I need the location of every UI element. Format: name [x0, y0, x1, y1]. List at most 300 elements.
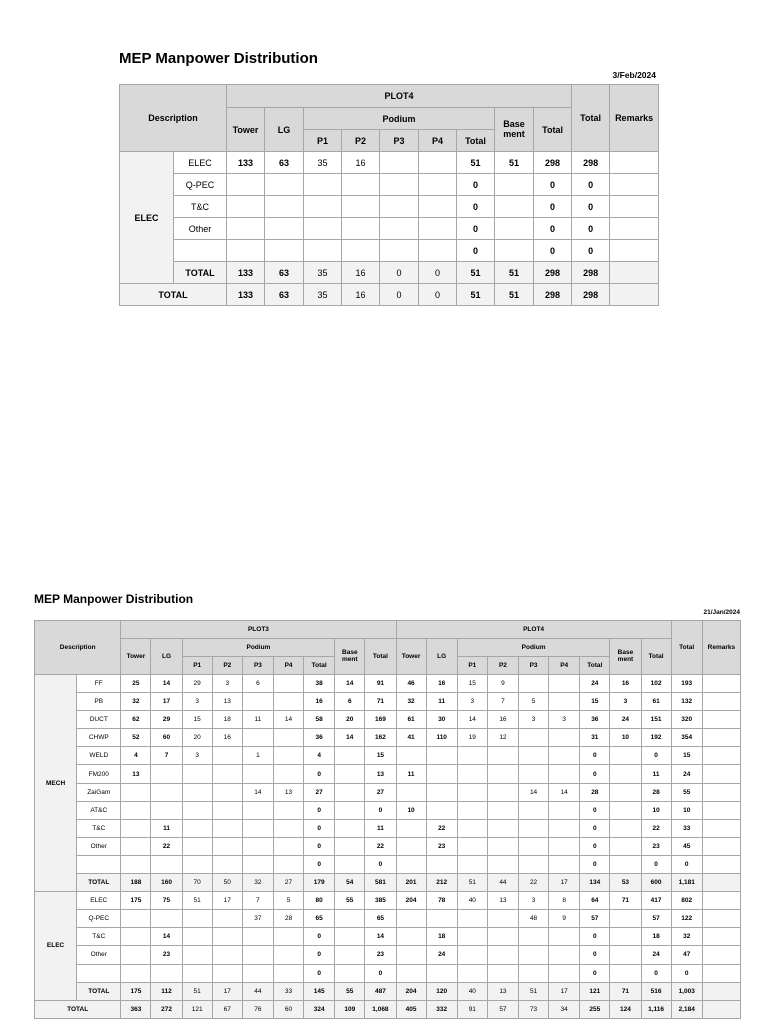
table-cell — [396, 837, 426, 855]
row-label: T&C — [77, 928, 121, 946]
table-cell: 11 — [151, 819, 182, 837]
plot3-header: PLOT3 — [121, 621, 396, 639]
table-cell — [610, 801, 641, 819]
report1-table — [119, 84, 659, 306]
table-cell — [265, 174, 304, 196]
row-label: Other — [77, 837, 121, 855]
table-cell — [549, 729, 580, 747]
table-cell — [457, 747, 487, 765]
table-cell: 1,068 — [365, 1000, 396, 1018]
table-cell: 41 — [396, 729, 426, 747]
row-label: DUCT — [77, 711, 121, 729]
table-cell: 0 — [580, 819, 610, 837]
table-cell: 192 — [641, 729, 671, 747]
table-cell: 24 — [426, 946, 457, 964]
table-cell — [549, 765, 580, 783]
table-cell: 80 — [304, 892, 335, 910]
table-cell: 132 — [671, 693, 702, 711]
table-cell — [273, 946, 303, 964]
table-cell — [702, 819, 740, 837]
table-cell — [519, 855, 549, 873]
table-cell — [342, 218, 380, 240]
table-cell — [121, 928, 151, 946]
table-cell: 8 — [549, 892, 580, 910]
plot3-p3-header: P3 — [242, 657, 273, 675]
table-cell: 162 — [365, 729, 396, 747]
table-cell: 14 — [242, 783, 273, 801]
table-cell — [426, 855, 457, 873]
table-cell: 44 — [242, 982, 273, 1000]
table-cell: 51 — [457, 284, 495, 306]
table-cell: 4 — [304, 747, 335, 765]
table-cell: 10 — [641, 801, 671, 819]
table-cell: 27 — [304, 783, 335, 801]
table-cell: 3 — [519, 892, 549, 910]
table-cell: 11 — [396, 765, 426, 783]
row-label: CHWP — [77, 729, 121, 747]
table-cell: 32 — [671, 928, 702, 946]
table-cell — [419, 240, 457, 262]
table-cell — [702, 801, 740, 819]
table-cell: 51 — [457, 152, 495, 174]
table-cell: 298 — [572, 152, 610, 174]
table-cell — [457, 946, 487, 964]
table-cell — [121, 910, 151, 928]
table-cell: 1 — [242, 747, 273, 765]
table-cell — [426, 783, 457, 801]
table-cell — [304, 174, 342, 196]
row-label: ZaiGam — [77, 783, 121, 801]
table-cell: 0 — [457, 174, 495, 196]
table-cell: 28 — [273, 910, 303, 928]
table-cell: 3 — [212, 675, 242, 693]
table-cell: 0 — [304, 765, 335, 783]
table-cell: 52 — [121, 729, 151, 747]
plot3-basement-header: Base ment — [335, 639, 365, 675]
table-cell: 188 — [121, 874, 151, 892]
table-cell — [335, 801, 365, 819]
table-cell: 27 — [273, 874, 303, 892]
table-cell — [212, 783, 242, 801]
table-cell — [227, 240, 265, 262]
table-row — [35, 783, 741, 801]
table-cell: 31 — [580, 729, 610, 747]
table-cell — [610, 240, 659, 262]
table-cell: 20 — [335, 711, 365, 729]
table-cell — [487, 783, 518, 801]
table-cell — [519, 729, 549, 747]
table-cell — [457, 837, 487, 855]
table-row — [35, 819, 741, 837]
table-cell — [273, 801, 303, 819]
table-cell: 204 — [396, 982, 426, 1000]
plot4-p2-header: P2 — [487, 657, 518, 675]
table-cell: 53 — [610, 874, 641, 892]
table-cell: 255 — [580, 1000, 610, 1018]
table-row — [120, 218, 659, 240]
plot3-p4-header: P4 — [273, 657, 303, 675]
table-cell — [242, 819, 273, 837]
table-cell — [610, 819, 641, 837]
table-cell: 13 — [487, 892, 518, 910]
table-cell: 78 — [426, 892, 457, 910]
table-cell: 14 — [335, 675, 365, 693]
table-cell — [702, 711, 740, 729]
table-cell — [227, 218, 265, 240]
table-cell — [396, 819, 426, 837]
table-cell — [487, 964, 518, 982]
table-cell: 332 — [426, 1000, 457, 1018]
table-cell: 17 — [151, 693, 182, 711]
table-cell — [342, 174, 380, 196]
table-cell: 14 — [457, 711, 487, 729]
table-cell: 0 — [534, 240, 572, 262]
table-cell — [702, 964, 740, 982]
table-cell — [212, 747, 242, 765]
report2-title: MEP Manpower Distribution — [34, 592, 194, 606]
table-cell — [121, 946, 151, 964]
remarks-header: Remarks — [610, 85, 659, 152]
table-cell: 0 — [304, 928, 335, 946]
table-cell: 0 — [580, 765, 610, 783]
plot4-tower-header: Tower — [396, 639, 426, 675]
table-cell — [549, 747, 580, 765]
table-cell — [342, 240, 380, 262]
group-total-row — [35, 874, 741, 892]
table-cell — [610, 747, 641, 765]
table-cell: 23 — [641, 837, 671, 855]
table-cell — [610, 152, 659, 174]
table-cell — [242, 693, 273, 711]
table-row — [120, 240, 659, 262]
table-cell — [702, 874, 740, 892]
table-cell — [304, 196, 342, 218]
table-cell — [396, 928, 426, 946]
table-cell: 0 — [365, 964, 396, 982]
table-cell: 13 — [121, 765, 151, 783]
row-label: AT&C — [77, 801, 121, 819]
table-cell: 63 — [265, 284, 304, 306]
group-label: MECH — [35, 675, 77, 892]
table-cell: 3 — [182, 693, 212, 711]
table-cell — [396, 747, 426, 765]
table-cell: 0 — [641, 747, 671, 765]
table-cell — [549, 855, 580, 873]
group-label: ELEC — [120, 152, 174, 284]
table-cell — [426, 765, 457, 783]
grand-total-label: TOTAL — [120, 284, 227, 306]
table-cell: 0 — [572, 218, 610, 240]
table-cell: 18 — [426, 928, 457, 946]
table-cell — [702, 765, 740, 783]
plot3-podium-header: Podium — [182, 639, 335, 657]
table-cell: 109 — [335, 1000, 365, 1018]
table-cell — [610, 928, 641, 946]
table-cell: 0 — [380, 262, 419, 284]
table-cell: 55 — [335, 982, 365, 1000]
table-cell: 18 — [641, 928, 671, 946]
table-cell — [702, 928, 740, 946]
table-cell — [151, 801, 182, 819]
group-total-row — [35, 982, 741, 1000]
table-cell — [610, 765, 641, 783]
table-cell: 30 — [426, 711, 457, 729]
p1-header: P1 — [304, 130, 342, 152]
table-cell: 193 — [671, 675, 702, 693]
table-row — [35, 855, 741, 873]
tower-header: Tower — [227, 108, 265, 152]
table-cell — [426, 801, 457, 819]
table-cell: 0 — [457, 240, 495, 262]
table-cell — [549, 928, 580, 946]
table-cell: 46 — [396, 675, 426, 693]
table-cell: 27 — [365, 783, 396, 801]
table-cell: 175 — [121, 892, 151, 910]
table-cell: 19 — [457, 729, 487, 747]
table-cell: 0 — [419, 262, 457, 284]
table-cell: 10 — [671, 801, 702, 819]
table-cell — [610, 218, 659, 240]
table-cell: 133 — [227, 152, 265, 174]
table-cell — [335, 855, 365, 873]
plot4-header: PLOT4 — [396, 621, 671, 639]
table-cell: 298 — [572, 262, 610, 284]
table-cell: 14 — [519, 783, 549, 801]
p3-header: P3 — [380, 130, 419, 152]
table-cell — [212, 837, 242, 855]
table-cell: 0 — [304, 819, 335, 837]
table-cell — [335, 819, 365, 837]
table-cell: 12 — [487, 729, 518, 747]
row-label: WELD — [77, 747, 121, 765]
table-cell: 40 — [457, 982, 487, 1000]
table-cell: 0 — [572, 196, 610, 218]
plot4-lg-header: LG — [426, 639, 457, 675]
table-cell: 51 — [457, 874, 487, 892]
table-cell: 51 — [495, 152, 534, 174]
table-cell — [273, 819, 303, 837]
table-cell — [702, 910, 740, 928]
grand-total-header: Total — [572, 85, 610, 152]
table-cell — [519, 946, 549, 964]
table-cell — [457, 964, 487, 982]
table-cell — [610, 284, 659, 306]
grand-total-row — [120, 284, 659, 306]
table-cell: 75 — [151, 892, 182, 910]
plot3-total-header: Total — [365, 639, 396, 675]
table-cell: 76 — [242, 1000, 273, 1018]
table-cell — [242, 801, 273, 819]
table-cell: 45 — [671, 837, 702, 855]
table-cell — [273, 747, 303, 765]
table-cell — [335, 964, 365, 982]
table-cell: 0 — [580, 855, 610, 873]
table-cell: 17 — [212, 982, 242, 1000]
table-cell — [242, 964, 273, 982]
table-cell: 23 — [365, 946, 396, 964]
table-cell — [519, 964, 549, 982]
table-cell: 6 — [335, 693, 365, 711]
table-cell: 55 — [671, 783, 702, 801]
table-cell: 11 — [365, 819, 396, 837]
table-cell — [380, 196, 419, 218]
table-cell: 32 — [242, 874, 273, 892]
group-total-label: TOTAL — [77, 874, 121, 892]
table-cell: 11 — [641, 765, 671, 783]
plot3-p1-header: P1 — [182, 657, 212, 675]
podium-total-header: Total — [457, 130, 495, 152]
plot3-tower-header: Tower — [121, 639, 151, 675]
table-cell — [273, 693, 303, 711]
plot4-p1-header: P1 — [457, 657, 487, 675]
table-cell — [182, 946, 212, 964]
table-cell: 13 — [365, 765, 396, 783]
table-cell: 0 — [365, 801, 396, 819]
table-cell — [121, 837, 151, 855]
row-label: PB — [77, 693, 121, 711]
table-cell: 18 — [212, 711, 242, 729]
table-cell: 160 — [151, 874, 182, 892]
table-cell: 122 — [671, 910, 702, 928]
table-cell — [487, 837, 518, 855]
table-cell — [304, 240, 342, 262]
table-cell: 14 — [151, 675, 182, 693]
table-cell: 0 — [457, 218, 495, 240]
table-cell: 16 — [610, 675, 641, 693]
table-cell — [265, 196, 304, 218]
table-cell — [273, 729, 303, 747]
table-cell: 4 — [121, 747, 151, 765]
table-cell — [380, 152, 419, 174]
table-cell: 320 — [671, 711, 702, 729]
table-cell: 3 — [519, 711, 549, 729]
table-row — [35, 801, 741, 819]
table-cell: 65 — [365, 910, 396, 928]
table-cell: 0 — [572, 240, 610, 262]
table-cell: 802 — [671, 892, 702, 910]
table-cell: 145 — [304, 982, 335, 1000]
table-cell: 298 — [534, 284, 572, 306]
table-row — [35, 693, 741, 711]
table-cell: 24 — [610, 711, 641, 729]
plot4-basement-header: Base ment — [610, 639, 641, 675]
plot4-header: PLOT4 — [227, 85, 572, 108]
table-cell: 516 — [641, 982, 671, 1000]
table-cell: 3 — [457, 693, 487, 711]
table-cell: 5 — [273, 892, 303, 910]
table-cell: 13 — [212, 693, 242, 711]
table-cell — [182, 819, 212, 837]
table-cell — [702, 729, 740, 747]
table-cell: 10 — [610, 729, 641, 747]
plot3-lg-header: LG — [151, 639, 182, 675]
table-cell — [182, 783, 212, 801]
table-cell — [121, 964, 151, 982]
table-cell: 71 — [365, 693, 396, 711]
table-cell: 0 — [572, 174, 610, 196]
table-cell — [457, 819, 487, 837]
table-cell — [151, 765, 182, 783]
table-cell: 63 — [265, 152, 304, 174]
table-cell: 14 — [151, 928, 182, 946]
table-cell: 15 — [457, 675, 487, 693]
table-cell: 48 — [519, 910, 549, 928]
table-cell — [519, 747, 549, 765]
table-cell: 55 — [335, 892, 365, 910]
table-cell — [182, 910, 212, 928]
table-row — [35, 892, 741, 910]
table-cell: 175 — [121, 982, 151, 1000]
table-row — [120, 174, 659, 196]
table-cell — [457, 783, 487, 801]
row-label: T&C — [174, 196, 227, 218]
table-cell: 2,184 — [671, 1000, 702, 1018]
table-cell — [182, 855, 212, 873]
table-cell — [151, 910, 182, 928]
table-cell — [182, 837, 212, 855]
table-cell: 120 — [426, 982, 457, 1000]
table-cell: 14 — [549, 783, 580, 801]
table-cell: 0 — [580, 964, 610, 982]
table-cell: 363 — [121, 1000, 151, 1018]
table-cell — [702, 982, 740, 1000]
table-cell: 24 — [671, 765, 702, 783]
table-cell: 10 — [396, 801, 426, 819]
grand-total-label: TOTAL — [35, 1000, 121, 1018]
table-cell: 22 — [365, 837, 396, 855]
grand-total-header: Total — [671, 621, 702, 675]
table-cell: 22 — [426, 819, 457, 837]
table-cell — [273, 837, 303, 855]
row-label: T&C — [77, 819, 121, 837]
table-cell — [380, 174, 419, 196]
table-cell: 298 — [534, 152, 572, 174]
table-cell: 16 — [212, 729, 242, 747]
table-cell: 16 — [304, 693, 335, 711]
table-cell — [495, 218, 534, 240]
description-header: Description — [120, 85, 227, 152]
table-cell: 70 — [182, 874, 212, 892]
table-cell: 0 — [641, 964, 671, 982]
table-cell — [121, 801, 151, 819]
table-cell: 385 — [365, 892, 396, 910]
table-cell — [335, 946, 365, 964]
table-cell: 179 — [304, 874, 335, 892]
group-total-row — [120, 262, 659, 284]
table-cell — [610, 910, 641, 928]
table-cell: 16 — [342, 262, 380, 284]
table-cell — [702, 837, 740, 855]
table-cell — [227, 174, 265, 196]
table-cell: 487 — [365, 982, 396, 1000]
table-cell: 17 — [549, 982, 580, 1000]
table-cell: 15 — [365, 747, 396, 765]
table-cell — [273, 964, 303, 982]
table-cell — [273, 855, 303, 873]
table-cell: 16 — [487, 711, 518, 729]
table-cell: 0 — [304, 964, 335, 982]
table-cell — [519, 675, 549, 693]
table-cell: 54 — [335, 874, 365, 892]
table-row — [35, 675, 741, 693]
table-cell — [212, 855, 242, 873]
table-cell: 22 — [151, 837, 182, 855]
plot4-podium-total-header: Total — [580, 657, 610, 675]
table-cell — [610, 855, 641, 873]
table-cell — [151, 855, 182, 873]
table-cell — [396, 783, 426, 801]
group-total-label: TOTAL — [77, 982, 121, 1000]
